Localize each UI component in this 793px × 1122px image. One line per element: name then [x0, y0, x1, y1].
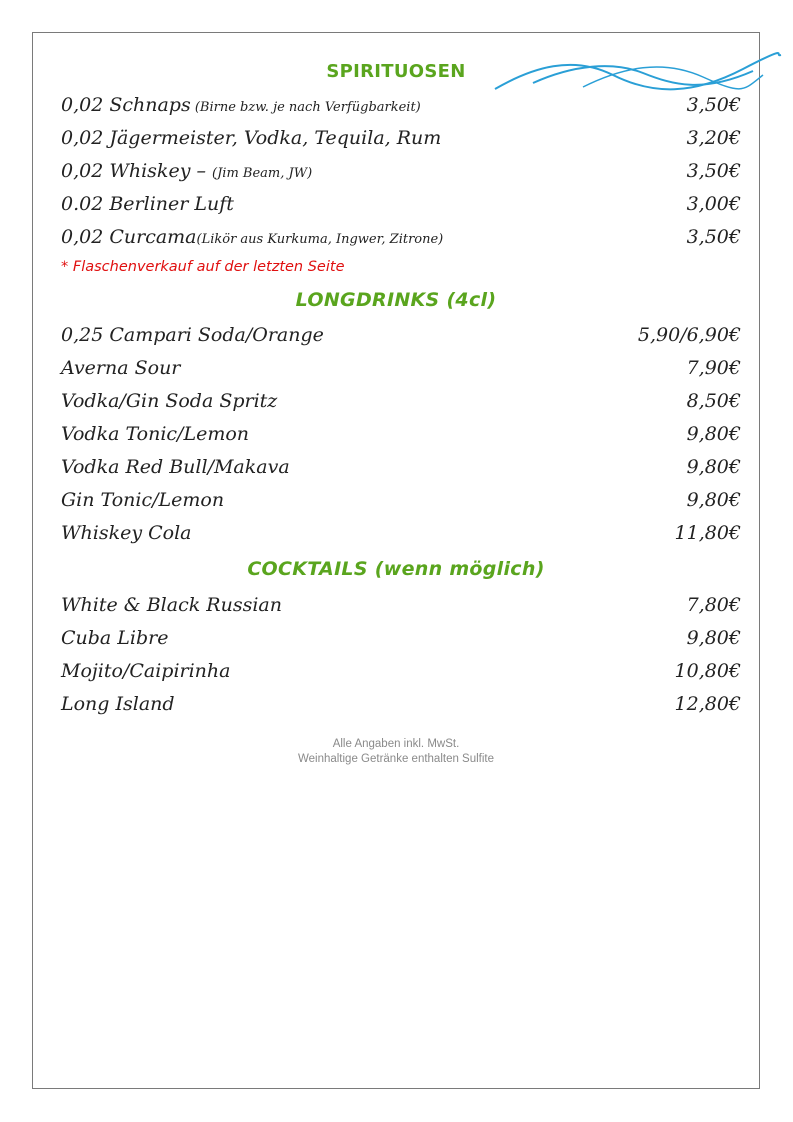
item-note: (Birne bzw. je nach Verfügbarkeit)	[190, 100, 421, 115]
item-price: 7,80€	[686, 594, 741, 616]
item-name: Whiskey Cola	[61, 522, 192, 544]
item-name: Averna Sour	[61, 357, 181, 379]
item-price: 10,80€	[674, 660, 741, 682]
item-name: White & Black Russian	[61, 594, 282, 616]
item-name: Gin Tonic/Lemon	[61, 489, 225, 511]
section-title-cocktails: COCKTAILS (wenn möglich)	[247, 558, 545, 580]
item-price: 3,50€	[686, 94, 741, 116]
item-price: 9,80€	[686, 456, 741, 478]
item-name: Mojito/Caipirinha	[61, 660, 231, 682]
footer-line-sulfite: Weinhaltige Getränke enthalten Sulfite	[297, 753, 495, 765]
item-price: 9,80€	[686, 423, 741, 445]
item-name: Cuba Libre	[61, 627, 169, 649]
footer-line-tax: Alle Angaben inkl. MwSt.	[332, 738, 460, 750]
menu-item	[61, 627, 741, 657]
item-note: (Likör aus Kurkuma, Ingwer, Zitrone)	[196, 232, 444, 247]
menu-item	[61, 127, 741, 157]
section-title-longdrinks: LONGDRINKS (4cl)	[295, 289, 497, 311]
menu-item	[61, 522, 741, 552]
item-name: 0,25 Campari Soda/Orange	[61, 324, 324, 346]
item-price: 12,80€	[674, 693, 741, 715]
menu-item	[61, 423, 741, 453]
item-price: 3,00€	[686, 193, 741, 215]
menu-item	[61, 94, 741, 124]
item-price: 3,50€	[686, 160, 741, 182]
item-price: 3,20€	[686, 127, 741, 149]
item-name-text: 0,02 Curcama	[61, 226, 197, 248]
item-price: 7,90€	[686, 357, 741, 379]
menu-item	[61, 193, 741, 223]
menu-item	[61, 660, 741, 690]
item-price: 11,80€	[674, 522, 741, 544]
footer-notes	[33, 737, 759, 767]
menu-item	[61, 160, 741, 190]
menu-item	[61, 489, 741, 519]
item-name: Vodka Red Bull/Makava	[61, 456, 290, 478]
item-name	[61, 160, 312, 182]
item-price: 3,50€	[686, 226, 741, 248]
section-title-spirituosen: SPIRITUOSEN	[326, 61, 466, 82]
menu-item	[61, 324, 741, 354]
item-price: 8,50€	[686, 390, 741, 412]
item-name: Vodka Tonic/Lemon	[61, 423, 250, 445]
item-name-text: 0,02 Schnaps	[61, 94, 191, 116]
menu-item	[61, 594, 741, 624]
menu-item	[61, 226, 741, 256]
item-price: 9,80€	[686, 489, 741, 511]
menu-item	[61, 693, 741, 723]
menu-page	[32, 32, 760, 1089]
item-name	[61, 94, 421, 116]
item-name: 0.02 Berliner Luft	[61, 193, 234, 215]
item-name: Long Island	[61, 693, 175, 715]
item-note: (Jim Beam, JW)	[212, 166, 313, 181]
item-price: 9,80€	[686, 627, 741, 649]
item-name-text: 0,02 Whiskey –	[61, 160, 213, 182]
menu-item	[61, 456, 741, 486]
menu-item	[61, 390, 741, 420]
item-name	[61, 226, 443, 248]
footnote-flaschenverkauf: * Flaschenverkauf auf der letzten Seite	[61, 259, 345, 275]
item-name: Vodka/Gin Soda Spritz	[61, 390, 278, 412]
menu-item	[61, 357, 741, 387]
item-name: 0,02 Jägermeister, Vodka, Tequila, Rum	[61, 127, 442, 149]
item-price: 5,90/6,90€	[637, 324, 741, 346]
